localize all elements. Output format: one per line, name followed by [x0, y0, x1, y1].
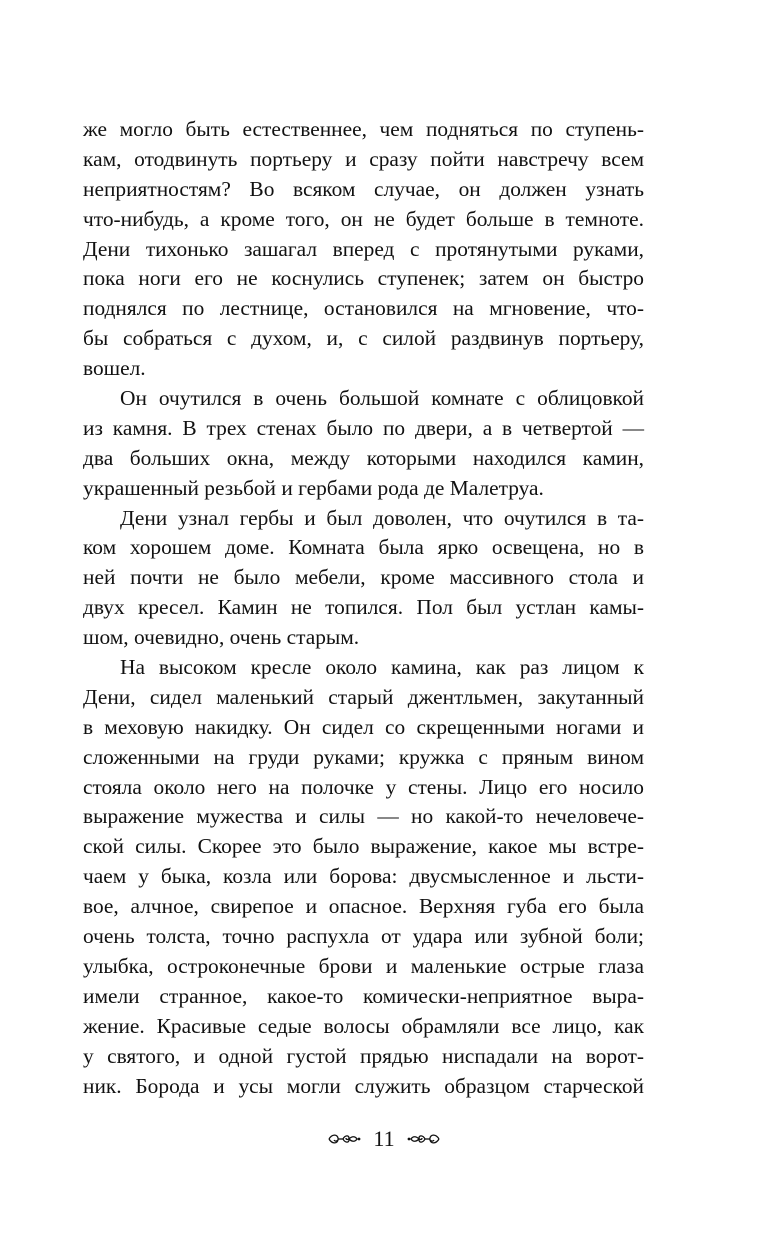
page-body-text	[83, 115, 644, 1101]
text-line: у святого, и одной густой прядью ниспадали на ворот-	[83, 1043, 644, 1068]
text-line: Дени узнал гербы и был доволен, что очутился в та-	[120, 505, 644, 530]
text-line: же могло быть естественнее, чем подняться по ступень-	[83, 117, 644, 141]
text-line: улыбка, остроконечные брови и маленькие острые глаза	[83, 953, 644, 978]
text-line: из камня. В трех стенах было по двери, а в четвертой —	[83, 415, 644, 440]
text-line: Он очутился в очень большой комнате с облицовкой	[120, 386, 644, 411]
flourish-right-icon	[407, 1129, 441, 1149]
text-line: кам, отодвинуть портьеру и сразу пойти навстречу всем	[83, 146, 644, 171]
text-line: вошел.	[83, 356, 146, 381]
text-line: бы собраться с духом, и, с силой раздвинув портьеру,	[83, 326, 644, 351]
text-line: чаем у быка, козла или борова: двусмысленное и льсти-	[83, 864, 644, 889]
text-line: выражение мужества и силы — но какой-то нечеловече-	[83, 804, 644, 829]
text-line: два больших окна, между которыми находился камин,	[83, 445, 644, 470]
page-number: 11	[373, 1126, 395, 1151]
text-line: в меховую накидку. Он сидел со скрещенными ногами и	[83, 714, 644, 739]
text-line: ней почти не было мебели, кроме массивного стола и	[83, 565, 644, 590]
text-line: стояла около него на полочке у стены. Лицо его носило	[83, 774, 644, 799]
text-line: сложенными на груди руками; кружка с пряным вином	[83, 744, 644, 769]
text-line: жение. Красивые седые волосы обрамляли все лицо, как	[83, 1013, 644, 1038]
text-line: Дени, сидел маленький старый джентльмен, закутанный	[83, 684, 644, 709]
text-line: имели странное, какое-то комически-неприятное выра-	[83, 983, 644, 1008]
text-line: ком хорошем доме. Комната была ярко освещена, но в	[83, 535, 644, 560]
text-line: очень толста, точно распухла от удара или зубной боли;	[83, 924, 644, 949]
text-line: На высоком кресле около камина, как раз лицом к	[120, 655, 644, 680]
text-line: украшенный резьбой и гербами рода де Малетруа.	[83, 475, 544, 500]
page-footer	[0, 1122, 768, 1156]
text-line: что-нибудь, а кроме того, он не будет больше в темноте.	[83, 206, 644, 231]
text-line: поднялся по лестнице, остановился на мгновение, что-	[83, 296, 644, 321]
text-line: шом, очевидно, очень старым.	[83, 625, 360, 650]
text-line: неприятностям? Во всяком случае, он должен узнать	[83, 176, 644, 201]
text-line: Дени тихонько зашагал вперед с протянутыми руками,	[83, 236, 644, 261]
text-line: ской силы. Скорее это было выражение, какое мы встре-	[83, 834, 644, 859]
text-line: двух кресел. Камин не топился. Пол был устлан камы-	[83, 595, 644, 620]
text-line: вое, алчное, свирепое и опасное. Верхняя губа его была	[83, 894, 644, 919]
text-line: ник. Борода и усы могли служить образцом старческой	[83, 1073, 644, 1098]
text-line: пока ноги его не коснулись ступенек; затем он быстро	[83, 266, 644, 291]
flourish-left-icon	[327, 1129, 361, 1149]
